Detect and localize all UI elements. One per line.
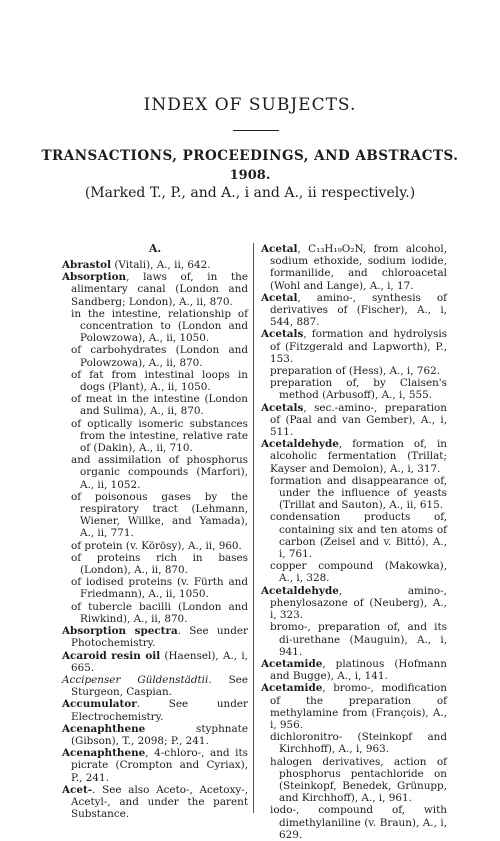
index-subentry — [62, 454, 248, 491]
index-year: 1908. — [229, 168, 271, 183]
entry-text: , C₁₃H₁₉O₂N, from alcohol, sodium ethoxide, sodium iodide, formanilide, and chloroacetal (Wohl and Lange), A., i, 17. — [270, 243, 447, 292]
section-letter: A. — [148, 242, 162, 255]
entry-heading: Acetals — [261, 328, 304, 341]
entry-text: of optically isomeric substances from the intestine, relative rate of (Dakin), A., ii, 710. — [71, 417, 248, 455]
entry-heading: Accipenser Güldenstädtii — [62, 673, 209, 686]
left-column — [62, 243, 248, 820]
entry-heading: Acetaldehyde — [261, 584, 339, 597]
index-subentry — [62, 601, 248, 625]
entry-text: condensation products of, containing six and ten atoms of carbon (Zeisel and v. Bittó), A., i, 761. — [270, 511, 447, 561]
entry-text: of iodised proteins (v. Fürth and Friedmann), A., ii, 1050. — [71, 576, 248, 601]
entry-text: of protein (v. Körösy), A., ii, 960. — [71, 539, 242, 552]
index-subentry — [62, 344, 248, 368]
entry-text: . See also Aceto-, Acetoxy-, Acetyl-, and under the parent Substance. — [71, 783, 248, 821]
entry-text: bromo-, preparation of, and its di-urethane (Mauguin), A., i, 941. — [270, 621, 447, 658]
index-subentry — [62, 369, 248, 393]
entry-heading: Absorption — [62, 271, 127, 284]
index-subentry — [261, 475, 447, 512]
entry-text: . See under Electrochemistry. — [71, 698, 248, 723]
entry-text: copper compound (Makowka), A., i, 328. — [270, 560, 447, 585]
index-subentry — [261, 377, 447, 401]
index-entry — [261, 585, 447, 622]
entry-text: , laws of, in the alimentary canal (London and Sandberg; London), A., ii, 870. — [71, 271, 248, 308]
index-entry — [261, 292, 447, 329]
entry-heading: Acet- — [62, 783, 93, 796]
entry-heading: Acetal — [261, 291, 298, 304]
entry-heading: Acetal — [261, 243, 298, 255]
entry-text: of fat from intestinal loops in dogs (Plant), A., ii, 1050. — [71, 368, 248, 394]
entry-text: (Haensel), A., i, 665. — [71, 649, 248, 674]
entry-text: dichloronitro- (Steinkopf and Kirchhoff), A., i, 963. — [270, 731, 447, 756]
entry-text: , platinous (Hofmann and Bugge), A., i, 141. — [270, 657, 447, 683]
entry-text: of carbohydrates (London and Polowzowa), A., ii, 870. — [71, 344, 248, 369]
index-entry — [62, 271, 248, 308]
entry-text: of poisonous gases by the respiratory tract (Lehmann, Wiener, Willke, and Yamada), A., ii, 771. — [71, 490, 248, 540]
index-subentry — [261, 731, 447, 755]
entry-text: , amino-, phenylosazone of (Neuberg), A., i, 323. — [270, 584, 447, 622]
entry-text: , formation and hydrolysis of (Fitzgerald and Lapworth), P., 153. — [270, 328, 447, 365]
entry-heading: Accumulator — [62, 698, 137, 711]
marking-note: (Marked T., P., and A., i and A., ii respectively.) — [84, 185, 416, 201]
index-entry — [62, 784, 248, 821]
entry-text: formation and disappearance of, under the influence of yeasts (Trillat and Sauton), A., ii, 615. — [270, 474, 447, 512]
right-column — [261, 243, 447, 841]
index-entry — [62, 674, 248, 698]
index-entry — [62, 625, 248, 649]
index-entry — [62, 650, 248, 674]
index-entry — [261, 438, 447, 475]
entry-text: , formation of, in alcoholic fermentation (Trillat; Kayser and Demolon), A., i, 317. — [270, 438, 447, 475]
entry-text: , sec.-amino-, preparation of (Paal and van Gember), A., i, 511. — [270, 401, 447, 439]
entry-text: and assimilation of phosphorus organic compounds (Marfori), A., ii, 1052. — [71, 454, 248, 491]
entry-text: of tubercle bacilli (London and Riwkind), A., ii, 870. — [71, 600, 248, 625]
entry-heading: Abrastol — [62, 259, 112, 271]
page-title: INDEX OF SUBJECTS. — [143, 95, 357, 115]
entry-text: (Vitali), A., ii, 642. — [111, 259, 211, 271]
index-subentry — [62, 540, 248, 552]
entry-text: . See under Photochemistry. — [71, 625, 248, 650]
index-entry — [62, 747, 248, 784]
index-subentry — [261, 365, 447, 377]
index-subentry — [62, 418, 248, 455]
index-subentry — [261, 621, 447, 658]
index-entry — [261, 658, 447, 682]
entry-text: in the intestine, relationship of concentration to (London and Polowzowa), A., ii, 1050. — [71, 307, 248, 345]
entry-text: preparation of, by Claisen's method (Arbusoff), A., i, 555. — [270, 377, 447, 402]
entry-heading: Acetamide — [261, 682, 323, 695]
index-subtitle: TRANSACTIONS, PROCEEDINGS, AND ABSTRACTS. — [41, 148, 459, 164]
index-entry — [261, 328, 447, 365]
index-entry — [261, 402, 447, 439]
entry-text: of meat in the intestine (London and Sulima), A., ii, 870. — [71, 393, 248, 418]
index-entry — [62, 698, 248, 722]
index-subentry — [261, 560, 447, 584]
index-subentry — [62, 576, 248, 600]
index-entry — [62, 259, 248, 271]
entry-text: styphnate (Gibson), T., 2098; P., 241. — [71, 722, 248, 747]
entry-heading: Acetamide — [261, 657, 323, 670]
column-divider — [253, 243, 254, 813]
index-subentry — [261, 804, 447, 841]
index-subentry — [62, 393, 248, 417]
entry-heading: Acenaphthene — [62, 747, 146, 760]
title-rule — [233, 130, 279, 131]
entry-heading: Acaroid resin oil — [62, 649, 161, 662]
entry-text: iodo-, compound of, with dimethylaniline (v. Braun), A., i, 629. — [270, 804, 447, 841]
entry-text: . See Sturgeon, Caspian. — [71, 673, 248, 699]
entry-heading: Acenaphthene — [62, 722, 146, 735]
entry-heading: Acetaldehyde — [261, 438, 339, 451]
index-entry — [261, 243, 447, 292]
entry-text: , amino-, synthesis of derivatives of (Fischer), A., i, 544, 887. — [270, 291, 447, 329]
index-subentry — [62, 308, 248, 345]
entry-text: , 4-chloro-, and its picrate (Crompton and Cyriax), P., 241. — [71, 747, 248, 784]
index-entry — [261, 682, 447, 731]
entry-heading: Acetals — [261, 401, 304, 414]
entry-text: , bromo-, modification of the preparation of methylamine from (François), A., i, 956. — [270, 682, 447, 731]
index-entry — [62, 723, 248, 747]
index-subentry — [62, 552, 248, 576]
entry-text: of proteins rich in bases (London), A., ii, 870. — [71, 551, 248, 577]
entry-text: preparation of (Hess), A., i, 762. — [270, 365, 440, 378]
entry-text: halogen derivatives, action of phosphorus pentachloride on (Steinkopf, Benedek, Grünupp, and Kirchhoff), A., i, 961. — [270, 755, 447, 805]
index-subentry — [62, 491, 248, 540]
index-subentry — [261, 511, 447, 560]
index-subentry — [261, 756, 447, 805]
entry-heading: Absorption spectra — [62, 625, 178, 638]
